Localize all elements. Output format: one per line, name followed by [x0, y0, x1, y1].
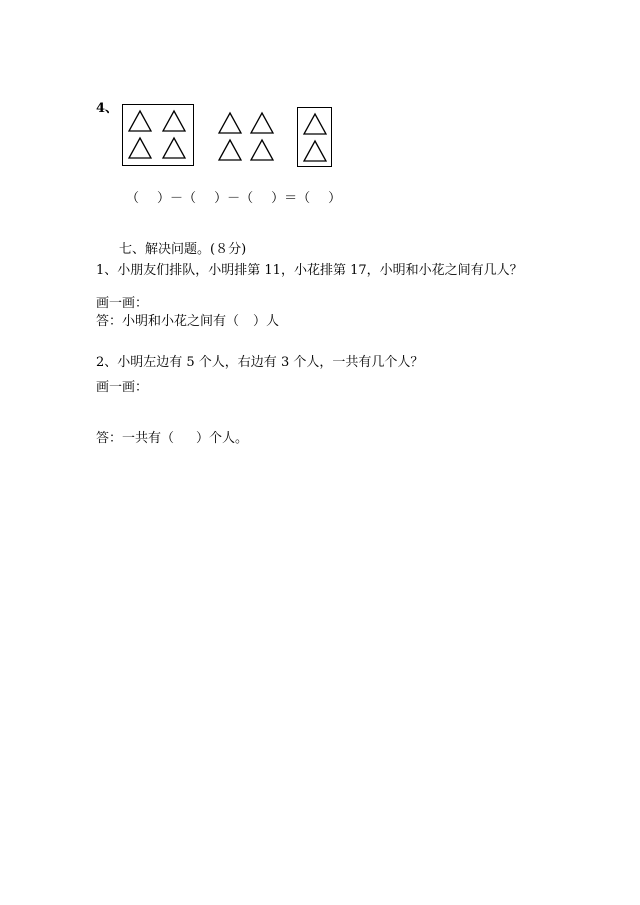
- triangle-icon: [162, 137, 186, 159]
- triangle-icon: [218, 112, 242, 134]
- answer-prefix: 答：一共有（: [96, 431, 175, 446]
- blank-open: （: [297, 191, 311, 206]
- problem-1-answer: [96, 314, 279, 330]
- blank-close: ）: [328, 191, 342, 206]
- blank-close: ）: [271, 191, 285, 206]
- answer-prefix: 答：小明和小花之间有（: [96, 314, 240, 329]
- triangle-icon: [250, 112, 274, 134]
- question-4-label: 4、: [96, 101, 119, 116]
- blank-open: （: [183, 191, 197, 206]
- section-7-title: 七、解决问题。(８分): [119, 242, 247, 257]
- triangle-icon: [250, 139, 274, 161]
- blank-open: （: [240, 191, 254, 206]
- answer-suffix: ）个人。: [196, 431, 249, 446]
- problem-1-draw-label: 画一画：: [96, 296, 149, 311]
- problem-1-question: 1、小朋友们排队，小明排第 11，小花排第 17，小明和小花之间有几人？: [96, 263, 523, 278]
- triangle-icon: [303, 113, 327, 135]
- problem-2-question: 2、小明左边有 5 个人，右边有 3 个人，一共有几个人？: [96, 355, 424, 370]
- triangle-icon: [218, 139, 242, 161]
- minus-sign: －: [227, 191, 241, 206]
- blank-open: （: [126, 191, 140, 206]
- equation-row: [126, 191, 341, 207]
- blank-close: ）: [157, 191, 171, 206]
- equals-sign: ＝: [284, 191, 298, 206]
- minus-sign: －: [170, 191, 184, 206]
- triangle-icon: [128, 137, 152, 159]
- triangle-icon: [303, 140, 327, 162]
- triangle-icon: [162, 110, 186, 132]
- blank-close: ）: [214, 191, 228, 206]
- problem-2-answer: [96, 431, 248, 447]
- triangle-icon: [128, 110, 152, 132]
- problem-2-draw-label: 画一画：: [96, 380, 149, 395]
- answer-suffix: ）人: [253, 314, 280, 329]
